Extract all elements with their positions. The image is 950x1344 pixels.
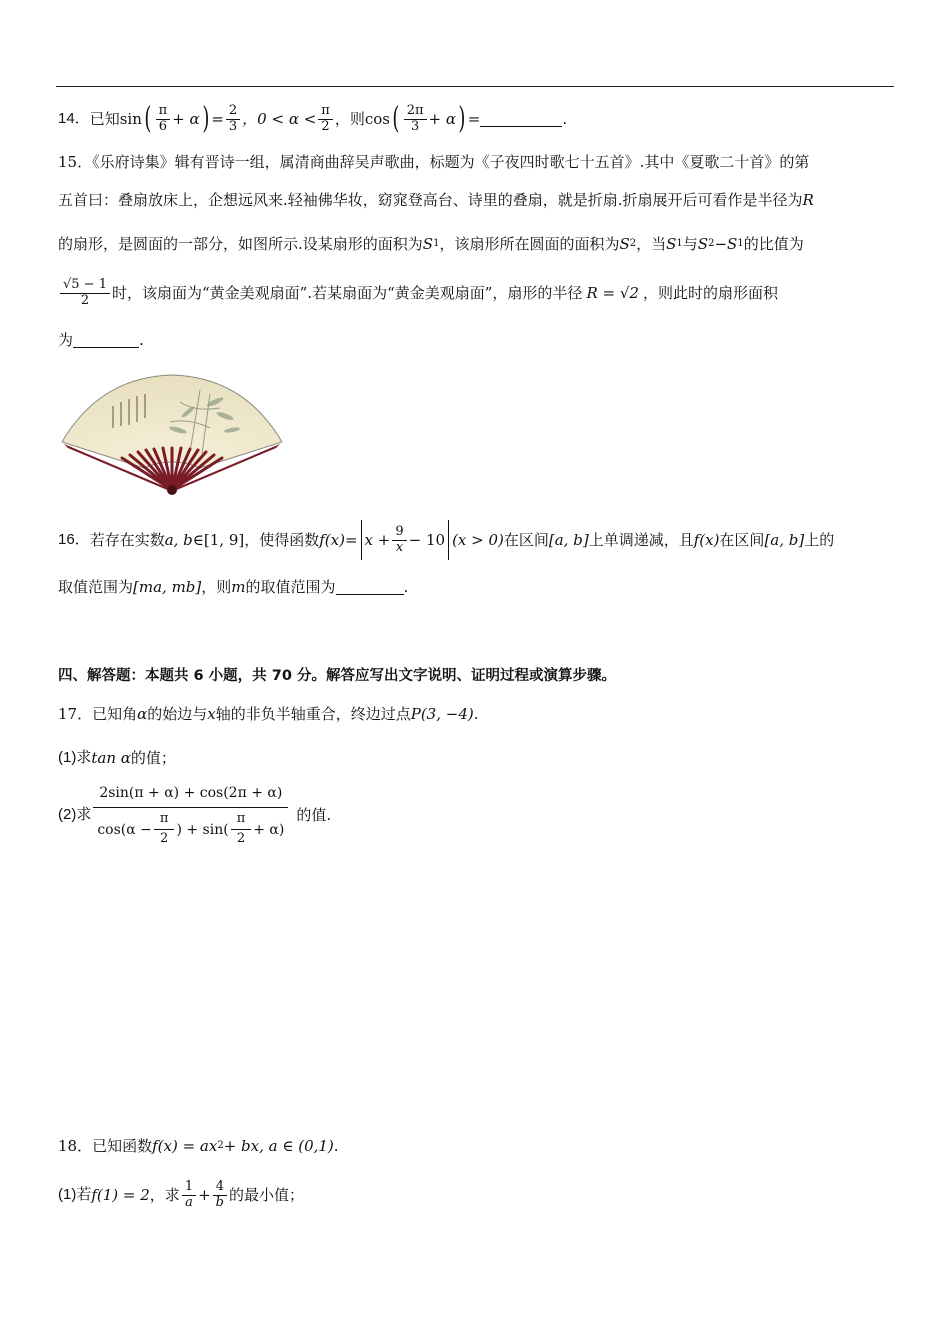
section-heading: 四、解答题：本题共 6 小题，共 70 分。解答应写出文字说明、证明过程或演算步骤。 bbox=[58, 668, 616, 684]
fraction-9-over-x: $\frac{9}{x}$ bbox=[392, 525, 406, 556]
question-18-part-1: (1)若 f(1) = 2 ，求 $\frac{1}{a}$ + $\frac{4}{b}$ 的最小值； bbox=[58, 1179, 305, 1210]
question-15-line-3: 的扇形，是圆面的一部分，如图所示.设某扇形的面积为 S 1 ，该扇形所在圆面的面积为 S 2 ，当 S 1 与 S 2 − S 1 的比值为 bbox=[58, 235, 804, 253]
question-17-part-2: (2)求 2sin(π + α) + cos(2π + α) cos(α − $\frac{\pi}{2}$ ) + sin( $\frac{\pi}{2}$ + α) 的值. bbox=[58, 782, 331, 848]
top-rule bbox=[56, 86, 894, 87]
fraction-golden-ratio: $\frac{√5 - 1}{2}$ bbox=[60, 278, 110, 309]
question-17: 17．已知角 α 的始边与 x 轴的非负半轴重合，终边过点 P(3, −4) . bbox=[58, 705, 479, 723]
question-16-line-2: 取值范围为 [ma, mb] ，则 m 的取值范围为 . bbox=[58, 578, 409, 596]
question-14: 14． 已知 sin ( $\frac{\pi}{6}$ + α ) = $\frac{2}{3}$ ，0 < α < $\frac{\pi}{2}$ ，则 cos ( $\frac{2\pi}{3}$ + α ) = . bbox=[58, 101, 568, 137]
question-15-line-1: 15．《乐府诗集》辑有晋诗一组，属清商曲辞吴声歌曲，标题为《子夜四时歌七十五首》.其中《夏歌二十首》的第 bbox=[58, 153, 810, 171]
answer-blank[interactable] bbox=[480, 112, 562, 127]
trig-fraction: 2sin(π + α) + cos(2π + α) cos(α − $\frac{\pi}{2}$ ) + sin( $\frac{\pi}{2}$ + α) bbox=[91, 779, 290, 851]
answer-blank[interactable] bbox=[336, 580, 404, 595]
question-18: 18．已知函数 f(x) = ax 2 + bx, a ∈ (0,1) . bbox=[58, 1137, 339, 1155]
fraction-pi-over-6: $\frac{\pi}{6}$ bbox=[156, 104, 171, 135]
svg-text:折扇图: 折扇图 bbox=[60, 372, 63, 373]
folding-fan-image bbox=[60, 372, 284, 496]
question-15-line-2: 五首曰：叠扇放床上，企想远风来.轻袖佛华妆，窈窕登高台、诗里的叠扇，就是折扇.折扇展开后可看作是半径为 R bbox=[58, 191, 814, 209]
fraction-pi-over-2: $\frac{\pi}{2}$ bbox=[318, 104, 333, 135]
fraction-4-over-b: $\frac{4}{b}$ bbox=[213, 1180, 227, 1211]
fraction-2-over-3: $\frac{2}{3}$ bbox=[226, 104, 240, 135]
fraction-2pi-over-3: $\frac{2\pi}{3}$ bbox=[404, 104, 427, 135]
fraction-1-over-a: $\frac{1}{a}$ bbox=[182, 1180, 196, 1211]
q14-number: 14． bbox=[58, 110, 90, 128]
question-16-line-1: 16． 若存在实数 a, b ∈ [1, 9] ，使得函数 f(x) = x + $\frac{9}{x}$ − 10 (x > 0) 在区间 [a, b] 上单调递减，且 f(x) 在区间 [a, b] 上的 bbox=[58, 520, 834, 560]
question-15-line-4: $\frac{√5 - 1}{2}$ 时，该扇面为“黄金美观扇面”.若某扇面为“黄金美观扇面”，扇形的半径 R = √2 ，则此时的扇形面积 bbox=[58, 278, 778, 309]
question-17-part-1: (1)求 tan α 的值； bbox=[58, 749, 176, 767]
question-15-line-5: 为 . bbox=[58, 331, 144, 349]
answer-blank[interactable] bbox=[73, 333, 139, 348]
